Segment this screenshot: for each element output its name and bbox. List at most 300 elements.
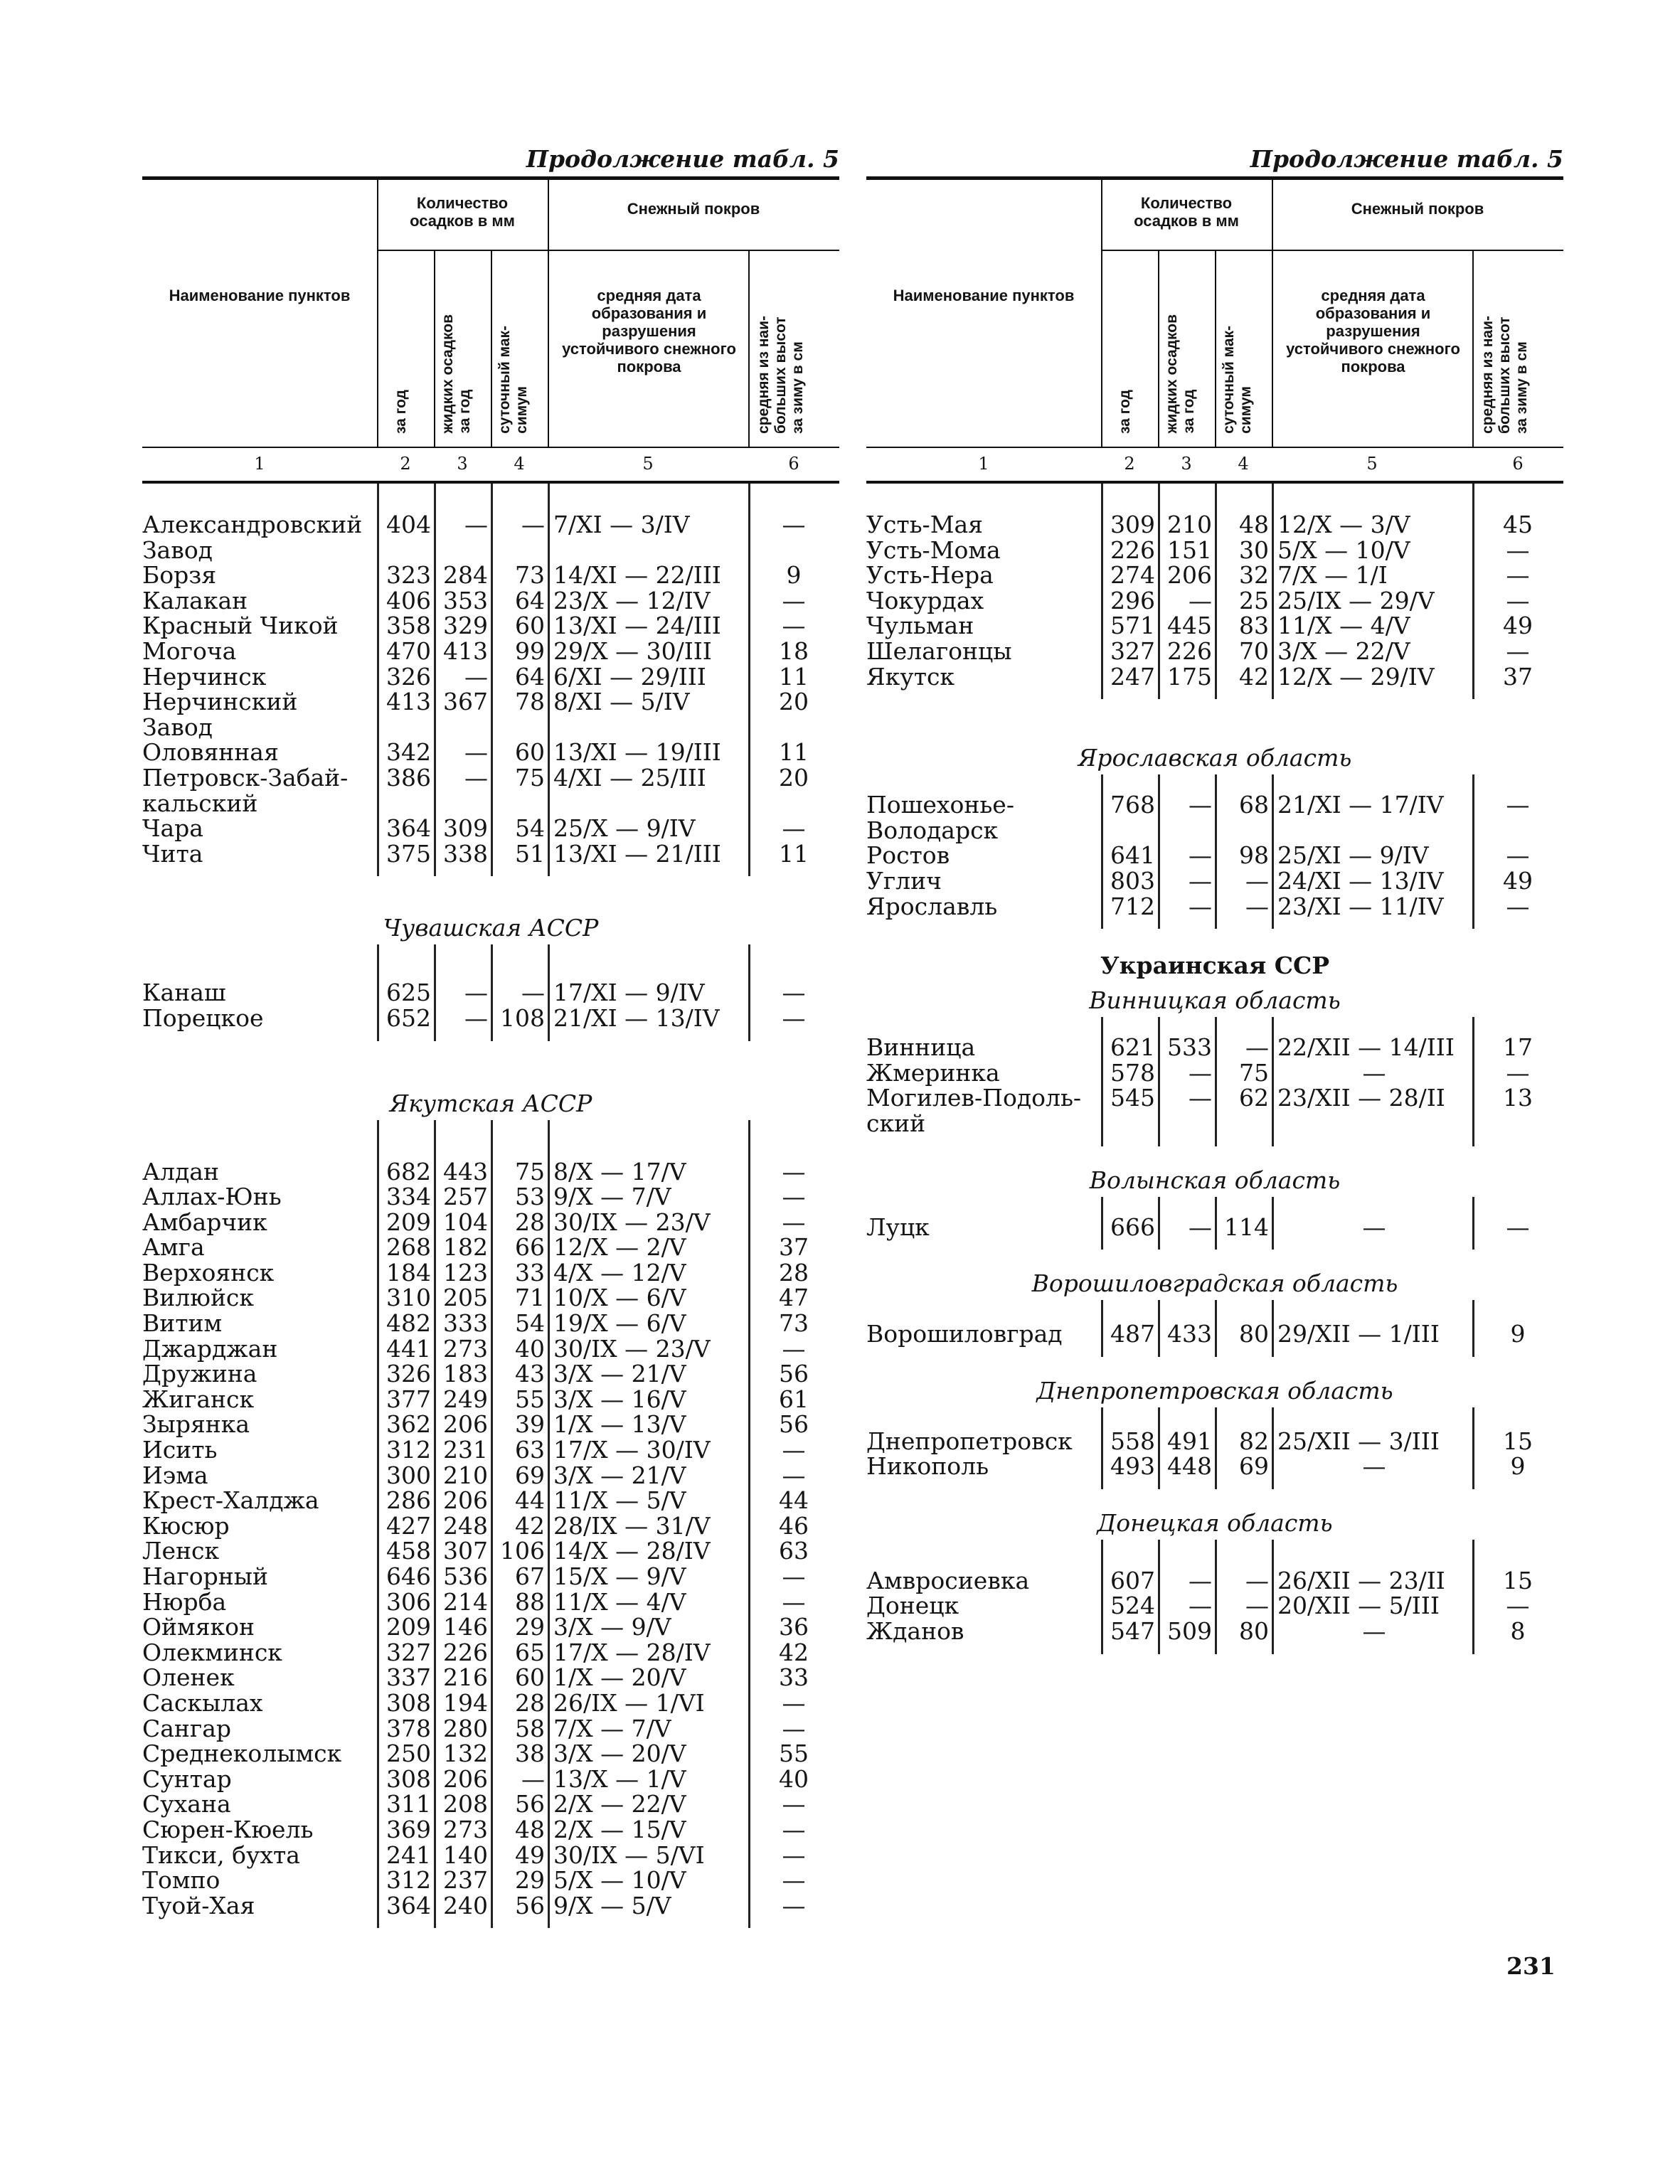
region-rows — [866, 792, 1563, 919]
snow-height: — — [782, 1003, 806, 1032]
precip-daily-max: 67 — [515, 1562, 545, 1590]
table-row — [142, 1843, 839, 1868]
precip-daily-max: 40 — [515, 1334, 545, 1363]
region-title: Винницкая область — [1089, 986, 1341, 1015]
table-row — [142, 512, 839, 538]
precip-liquid: 509 — [1167, 1617, 1212, 1646]
table-row — [142, 1538, 839, 1564]
precip-liquid: 208 — [443, 1790, 488, 1818]
snow-height: — — [782, 1688, 806, 1717]
table-row — [142, 1437, 839, 1463]
snow-height: — — [1506, 892, 1530, 920]
table-row — [866, 894, 1563, 920]
precip-year: 406 — [386, 586, 431, 614]
snow-height: — — [782, 1208, 806, 1236]
snow-dates: 7/X — 7/V — [553, 1714, 671, 1742]
header-divider — [377, 180, 378, 447]
table-header — [142, 180, 839, 448]
station-name: Ярославль — [866, 892, 998, 920]
snow-height: — — [782, 1562, 806, 1590]
snow-height: 11 — [779, 738, 809, 767]
region-rows — [866, 1215, 1563, 1240]
header-dates: средняя дата образования и разрушения устойчивого снежного покрова — [1286, 287, 1460, 375]
precip-year: 571 — [1110, 612, 1155, 640]
table-row — [142, 1817, 839, 1843]
station-name: Сухана — [142, 1790, 231, 1818]
station-name: Донецк — [866, 1592, 959, 1620]
precip-daily-max: 54 — [515, 1309, 545, 1338]
precip-daily-max: — — [1245, 1033, 1269, 1062]
table-row — [142, 1690, 839, 1716]
precip-year: 666 — [1110, 1213, 1155, 1241]
precip-liquid: 206 — [443, 1486, 488, 1515]
snow-dates: 12/X — 29/IV — [1277, 662, 1435, 691]
column-number: 5 — [1366, 454, 1378, 474]
column-number: 5 — [642, 454, 654, 474]
precip-daily-max: 75 — [515, 763, 545, 792]
precip-liquid: — — [464, 662, 488, 691]
precip-daily-max: 56 — [515, 1891, 545, 1919]
snow-dates: 29/X — 30/III — [553, 636, 712, 665]
precip-daily-max: 63 — [515, 1436, 545, 1464]
column-number-row — [142, 448, 839, 484]
precip-year: 377 — [386, 1385, 431, 1413]
snow-dates: 13/X — 1/V — [553, 1764, 686, 1793]
snow-dates: 7/X — 1/I — [1277, 561, 1388, 590]
table-row — [142, 1387, 839, 1412]
header-name: Наименование пунктов — [169, 287, 351, 304]
precip-liquid: — — [1189, 841, 1212, 870]
precip-daily-max: — — [1245, 892, 1269, 920]
snow-dates: 22/XII — 14/III — [1277, 1033, 1455, 1062]
precip-year: 209 — [386, 1613, 431, 1641]
station-name: Амбарчик — [142, 1208, 267, 1236]
table-row — [142, 1791, 839, 1817]
table-row — [142, 1184, 839, 1210]
precip-liquid: — — [1189, 866, 1212, 895]
snow-dates: 26/XII — 23/II — [1277, 1566, 1445, 1594]
snow-dates: — — [1362, 1058, 1386, 1087]
precip-year: 364 — [386, 1891, 431, 1919]
precip-year: 427 — [386, 1511, 431, 1540]
precip-daily-max: 60 — [515, 612, 545, 640]
table-row — [866, 843, 1563, 868]
table-row — [142, 1003, 839, 1032]
snow-dates: 8/XI — 5/IV — [553, 688, 690, 716]
precip-daily-max: 29 — [515, 1613, 545, 1641]
region-title: Чувашская АССР — [383, 914, 599, 942]
precip-year: 337 — [386, 1663, 431, 1692]
continuation-note: Продолжение табл. 5 — [1250, 145, 1563, 173]
region-title: Донецкая область — [1097, 1508, 1333, 1537]
snow-dates: 10/X — 6/V — [553, 1284, 686, 1312]
precip-liquid: 216 — [443, 1663, 488, 1692]
snow-height: — — [1506, 1213, 1530, 1241]
precip-liquid: 443 — [443, 1157, 488, 1186]
snow-dates: 13/XI — 21/III — [553, 839, 721, 868]
region-group — [866, 1407, 1563, 1489]
snow-height: 40 — [779, 1764, 809, 1793]
snow-height: 11 — [779, 839, 809, 868]
table-row — [142, 1412, 839, 1437]
snow-dates: 21/XI — 13/IV — [553, 1003, 720, 1032]
precip-daily-max: 60 — [515, 738, 545, 767]
precip-year: 312 — [386, 1436, 431, 1464]
precip-daily-max: — — [1245, 1566, 1269, 1594]
snow-dates: 30/IX — 23/V — [553, 1208, 711, 1236]
header-divider — [1215, 251, 1216, 447]
precip-daily-max: 28 — [515, 1208, 545, 1236]
snow-dates: 7/XI — 3/IV — [553, 511, 690, 538]
region-group — [866, 1540, 1563, 1654]
station-name: Оловянная — [142, 738, 279, 767]
precip-daily-max: 25 — [1239, 586, 1269, 614]
precip-daily-max: 38 — [515, 1740, 545, 1768]
snow-height: 46 — [779, 1511, 809, 1540]
precip-daily-max: 39 — [515, 1410, 545, 1439]
table-row — [142, 664, 839, 690]
table-row — [866, 664, 1563, 690]
snow-height: — — [782, 1714, 806, 1742]
snow-dates: 1/X — 20/V — [553, 1663, 686, 1692]
precip-daily-max: 68 — [1239, 791, 1269, 819]
precip-year: 358 — [386, 612, 431, 640]
snow-height: — — [782, 979, 806, 1007]
table-row — [142, 1614, 839, 1640]
precip-liquid: 249 — [443, 1385, 488, 1413]
station-name: Чокурдах — [866, 586, 984, 614]
snow-height: 15 — [1503, 1566, 1533, 1594]
snow-dates: 1/X — 13/V — [553, 1410, 686, 1439]
station-name: Чульман — [866, 612, 974, 640]
snow-dates: 3/X — 9/V — [553, 1613, 671, 1641]
precip-daily-max: 55 — [515, 1385, 545, 1413]
snow-dates: — — [1362, 1617, 1386, 1646]
precip-year: 274 — [1110, 561, 1155, 590]
table-row — [142, 1260, 839, 1286]
precip-daily-max: 32 — [1239, 561, 1269, 590]
table-row — [142, 1285, 839, 1311]
table-row — [866, 588, 1563, 614]
snow-dates: 3/X — 22/V — [1277, 636, 1410, 665]
precip-liquid: 123 — [443, 1258, 488, 1287]
precip-liquid: 140 — [443, 1841, 488, 1869]
region-title: Волынская область — [1089, 1166, 1341, 1194]
table-row — [142, 1741, 839, 1767]
snow-height: — — [1506, 561, 1530, 590]
table-row — [142, 765, 839, 791]
header-dates: средняя дата образования и разрушения устойчивого снежного покрова — [562, 287, 736, 375]
snow-height: — — [782, 1815, 806, 1843]
snow-height: 37 — [779, 1233, 809, 1262]
snow-dates: 30/IX — 23/V — [553, 1334, 711, 1363]
table-row — [142, 1589, 839, 1615]
region-group — [866, 1197, 1563, 1250]
precip-daily-max: — — [521, 511, 545, 538]
precip-year: 652 — [386, 1003, 431, 1032]
table-row — [142, 1564, 839, 1589]
precip-liquid: 182 — [443, 1233, 488, 1262]
header-divider — [1472, 251, 1474, 447]
precip-daily-max: 64 — [515, 586, 545, 614]
snow-height: — — [1506, 636, 1530, 665]
snow-height: 42 — [779, 1638, 809, 1666]
precip-daily-max: 108 — [500, 1003, 545, 1032]
precip-year: 493 — [1110, 1452, 1155, 1481]
header-precip: Количество осадков в мм — [1134, 194, 1239, 230]
snow-dates: 8/X — 17/V — [553, 1157, 686, 1186]
table-row — [142, 1159, 839, 1185]
snow-height: — — [782, 1461, 806, 1489]
station-name: Кюсюр — [142, 1511, 230, 1540]
column-number: 6 — [1512, 454, 1524, 474]
station-name: Борзя — [142, 561, 217, 590]
station-name: Александровский — [142, 511, 363, 538]
precip-daily-max: 30 — [1239, 536, 1269, 564]
station-name: Завод — [142, 536, 213, 564]
table-row — [142, 1513, 839, 1539]
header-divider — [548, 180, 549, 447]
table-row — [142, 816, 839, 841]
snow-height: 47 — [779, 1284, 809, 1312]
snow-height: 36 — [779, 1613, 809, 1641]
table-row — [142, 1764, 839, 1793]
snow-dates: 23/XII — 28/II — [1277, 1084, 1445, 1112]
station-name: Луцк — [866, 1213, 930, 1241]
precip-liquid: 104 — [443, 1208, 488, 1236]
snow-dates: 12/X — 2/V — [553, 1233, 686, 1262]
station-name: Канаш — [142, 979, 226, 1007]
station-name: Завод — [142, 713, 213, 741]
precip-year: 545 — [1110, 1084, 1155, 1112]
snow-height: — — [782, 1157, 806, 1186]
table-row — [142, 563, 839, 588]
precip-year: 682 — [386, 1157, 431, 1186]
precip-liquid: — — [464, 979, 488, 1007]
precip-year: 487 — [1110, 1320, 1155, 1348]
precip-year: 286 — [386, 1486, 431, 1515]
snow-dates: 23/X — 12/IV — [553, 586, 711, 614]
snow-height: — — [782, 1436, 806, 1464]
column-number: 4 — [514, 454, 525, 474]
snow-height: — — [782, 1790, 806, 1818]
precip-daily-max: 75 — [1239, 1058, 1269, 1087]
station-name: Иэма — [142, 1461, 208, 1489]
table-row — [866, 512, 1563, 538]
precip-liquid: — — [464, 763, 488, 792]
precip-daily-max: 49 — [515, 1841, 545, 1869]
republic-title: Украинская ССР — [1100, 952, 1330, 980]
station-name: Ростов — [866, 841, 950, 870]
table-row — [866, 792, 1563, 818]
snow-dates: 25/XII — 3/III — [1277, 1427, 1440, 1455]
precip-year: 621 — [1110, 1033, 1155, 1062]
snow-dates: 13/XI — 24/III — [553, 612, 721, 640]
snow-height: 33 — [779, 1663, 809, 1692]
precip-year: 296 — [1110, 586, 1155, 614]
precip-daily-max: 60 — [515, 1663, 545, 1692]
station-name: Дружина — [142, 1360, 257, 1388]
header-subrule — [548, 250, 839, 251]
station-name: Могоча — [142, 636, 237, 665]
header-divider — [748, 251, 750, 447]
station-name: Нюрба — [142, 1587, 227, 1616]
snow-height: 8 — [1510, 1617, 1526, 1646]
precip-year: 308 — [386, 1688, 431, 1717]
snow-height: — — [782, 511, 806, 538]
precip-year: 547 — [1110, 1617, 1155, 1646]
snow-height: 9 — [1510, 1320, 1526, 1348]
precip-year: 241 — [386, 1841, 431, 1869]
snow-height: — — [782, 1587, 806, 1616]
station-name: Пошехонье- — [866, 791, 1014, 819]
precip-daily-max: 114 — [1224, 1213, 1269, 1241]
table-row — [142, 1210, 839, 1235]
precip-daily-max: — — [521, 1764, 545, 1793]
station-name: Верхоянск — [142, 1258, 275, 1287]
region-group — [866, 1017, 1563, 1146]
table-row — [142, 715, 839, 740]
precip-daily-max: — — [521, 979, 545, 1007]
precip-daily-max: 88 — [515, 1587, 545, 1616]
table-row — [866, 1429, 1563, 1454]
snow-dates: 25/XI — 9/IV — [1277, 841, 1429, 870]
precip-liquid: — — [1189, 791, 1212, 819]
table-row — [142, 1640, 839, 1666]
precip-year: 364 — [386, 814, 431, 843]
precip-daily-max: 80 — [1239, 1320, 1269, 1348]
header-liquid: жидких осадков за год — [1164, 314, 1197, 434]
precip-liquid: 210 — [1167, 511, 1212, 538]
table-row — [142, 1868, 839, 1893]
header-liquid: жидких осадков за год — [440, 314, 473, 434]
snow-dates: 24/XI — 13/IV — [1277, 866, 1444, 895]
precip-daily-max: 70 — [1239, 636, 1269, 665]
snow-dates: 12/X — 3/V — [1277, 511, 1410, 538]
station-name: Крест-Халджа — [142, 1486, 319, 1515]
station-name: Усть-Нера — [866, 561, 994, 590]
snow-dates: 17/X — 28/IV — [553, 1638, 711, 1666]
precip-year: 712 — [1110, 892, 1155, 920]
precip-liquid: 445 — [1167, 612, 1212, 640]
snow-dates: 9/X — 7/V — [553, 1183, 671, 1211]
precip-liquid: 226 — [443, 1638, 488, 1666]
table-row — [142, 740, 839, 765]
region-rows — [142, 512, 839, 866]
precip-year: 309 — [1110, 511, 1155, 538]
table-row — [866, 1321, 1563, 1347]
snow-dates: 6/XI — 29/III — [553, 662, 706, 691]
precip-year: 803 — [1110, 866, 1155, 895]
station-name: Чара — [142, 814, 203, 843]
region-group — [866, 1300, 1563, 1357]
precip-year: 250 — [386, 1740, 431, 1768]
snow-dates: 19/X — 6/V — [553, 1309, 686, 1338]
table-row — [142, 980, 839, 1006]
table-row — [142, 1893, 839, 1919]
snow-dates: 4/X — 12/V — [553, 1258, 686, 1287]
snow-height: 45 — [1503, 511, 1533, 538]
header-divider — [434, 251, 435, 447]
precip-liquid: 309 — [443, 814, 488, 843]
station-name: Тикси, бухта — [142, 1841, 300, 1869]
column-number: 6 — [788, 454, 799, 474]
precip-daily-max: 69 — [1239, 1452, 1269, 1481]
header-height: средняя из наи- больших высот за зиму в см — [1479, 316, 1530, 434]
snow-dates: 23/XI — 11/IV — [1277, 892, 1444, 920]
snow-dates: 28/IX — 31/V — [553, 1511, 711, 1540]
precip-liquid: 132 — [443, 1740, 488, 1768]
snow-height: 9 — [786, 561, 802, 590]
region-title: Ворошиловградская область — [1031, 1269, 1398, 1298]
precip-year: 327 — [1110, 636, 1155, 665]
table-row — [866, 1111, 1563, 1136]
snow-dates: 3/X — 21/V — [553, 1461, 686, 1489]
snow-dates: 11/X — 5/V — [553, 1486, 686, 1515]
precip-year: 578 — [1110, 1058, 1155, 1087]
precip-year: 458 — [386, 1537, 431, 1565]
precip-liquid: 183 — [443, 1360, 488, 1388]
precip-year: 326 — [386, 662, 431, 691]
snow-height: — — [1506, 1592, 1530, 1620]
station-name: Джарджан — [142, 1334, 278, 1363]
station-name: Алдан — [142, 1157, 219, 1186]
station-name: Могилев-Подоль- — [866, 1084, 1082, 1112]
table-row — [866, 1060, 1563, 1086]
header-divider — [1272, 180, 1273, 447]
table-row — [866, 1035, 1563, 1060]
precip-year: 268 — [386, 1233, 431, 1262]
table-row — [866, 1215, 1563, 1240]
snow-height: 20 — [779, 688, 809, 716]
station-name: Усть-Мая — [866, 511, 983, 538]
region-rows — [142, 1159, 839, 1919]
precip-liquid: 231 — [443, 1436, 488, 1464]
table-row — [866, 1568, 1563, 1594]
region-title: Ярославская область — [1078, 744, 1352, 772]
station-name: Оленек — [142, 1663, 235, 1692]
precip-liquid: 353 — [443, 586, 488, 614]
column-number: 3 — [1181, 454, 1192, 474]
precip-daily-max: 48 — [1239, 511, 1269, 538]
snow-height: — — [782, 1334, 806, 1363]
region-group — [142, 484, 839, 876]
snow-dates: 11/X — 4/V — [553, 1587, 686, 1616]
header-name: Наименование пунктов — [893, 287, 1075, 304]
precip-daily-max: 82 — [1239, 1427, 1269, 1455]
precip-liquid: — — [1189, 1592, 1212, 1620]
station-name: Винница — [866, 1033, 976, 1062]
precip-liquid: 206 — [1167, 561, 1212, 590]
table-row — [142, 689, 839, 715]
precip-liquid: — — [1189, 1084, 1212, 1112]
snow-height: 13 — [1503, 1084, 1533, 1112]
precip-daily-max: 65 — [515, 1638, 545, 1666]
header-year: за год — [1117, 389, 1133, 434]
snow-height: 15 — [1503, 1427, 1533, 1455]
snow-dates: 2/X — 22/V — [553, 1790, 686, 1818]
table-row — [866, 1085, 1563, 1111]
precip-year: 375 — [386, 839, 431, 868]
station-name: Жданов — [866, 1617, 964, 1646]
precip-liquid: 448 — [1167, 1452, 1212, 1481]
column-number: 2 — [400, 454, 411, 474]
precip-year: 524 — [1110, 1592, 1155, 1620]
station-name: Петровск-Забай- — [142, 763, 349, 792]
snow-dates: 5/X — 10/V — [1277, 536, 1410, 564]
station-name: Ленск — [142, 1537, 220, 1565]
station-name: Володарск — [866, 816, 999, 844]
